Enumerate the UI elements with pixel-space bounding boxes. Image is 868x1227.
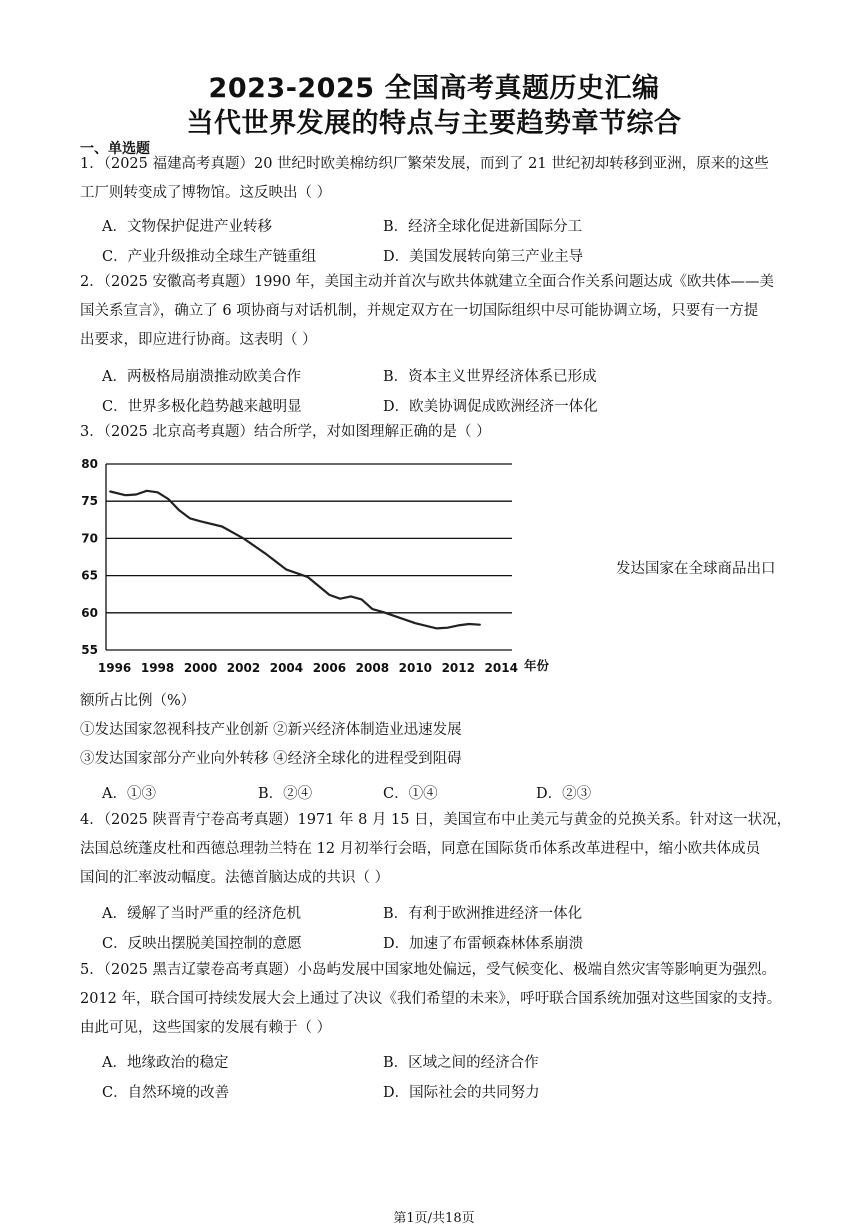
question-line: 国间的汇率波动幅度。法德首脑达成的共识（ ） bbox=[80, 870, 390, 886]
question-line: 1．（2025 福建高考真题）20 世纪时欧美棉纺织厂繁荣发展，而到了 21 世纪初却转移到亚洲，原来的这些 bbox=[80, 156, 769, 172]
y-tick-label: 80 bbox=[81, 457, 98, 471]
q2-option-d[interactable]: D．欧美协调促成欧洲经济一体化 bbox=[383, 399, 598, 415]
x-tick-label: 2004 bbox=[269, 661, 304, 675]
x-tick-label: 2006 bbox=[312, 661, 347, 675]
statement-line: ③发达国家部分产业向外转移 ④经济全球化的进程受到阻碍 bbox=[80, 751, 462, 767]
chart-caption-continued: 额所占比例（%） bbox=[80, 693, 196, 709]
q1-option-c[interactable]: C．产业升级推动全球生产链重组 bbox=[102, 249, 317, 265]
y-tick-label: 65 bbox=[81, 568, 98, 583]
q1-option-d[interactable]: D．美国发展转向第三产业主导 bbox=[383, 249, 584, 265]
x-tick-label: 1996 bbox=[97, 661, 132, 675]
question-line: 国关系宣言》，确立了 6 项协商与对话机制，并规定双方在一切国际组织中尽可能协调立场，只要有一方提 bbox=[80, 303, 759, 319]
export-share-line-chart bbox=[76, 452, 556, 680]
q4-option-b[interactable]: B．有利于欧洲推进经济一体化 bbox=[383, 906, 583, 922]
q5-option-b[interactable]: B．区域之间的经济合作 bbox=[383, 1055, 539, 1071]
question-line: 4．（2025 陕晋青宁卷高考真题）1971 年 8 月 15 日，美国宣布中止美元与黄金的兑换关系。针对这一状况， bbox=[80, 812, 792, 828]
question-line: 2012 年，联合国可持续发展大会上通过了决议《我们希望的未来》，呼吁联合国系统加强对这些国家的支持。 bbox=[80, 991, 782, 1007]
q4-option-c[interactable]: C．反映出摆脱美国控制的意愿 bbox=[102, 936, 302, 952]
question-line: 出要求，即应进行协商。这表明（ ） bbox=[80, 332, 317, 348]
x-tick-label: 1998 bbox=[140, 661, 175, 675]
question-1-text bbox=[80, 150, 769, 208]
question-line: 5．（2025 黑吉辽蒙卷高考真题）小岛屿发展中国家地处偏远，受气候变化、极端自然灾害等影响更为强烈。 bbox=[80, 962, 776, 978]
q4-option-d[interactable]: D．加速了布雷顿森林体系崩溃 bbox=[383, 936, 584, 952]
statement-line: ①发达国家忽视科技产业创新 ②新兴经济体制造业迅速发展 bbox=[80, 722, 462, 738]
q3-option-a[interactable]: A．①③ bbox=[102, 786, 156, 802]
x-axis-label: 年份 bbox=[524, 658, 550, 673]
question-3-text: 3．（2025 北京高考真题）结合所学，对如图理解正确的是（ ） bbox=[80, 424, 491, 440]
page-title-line1: 2023-2025 全国高考真题历史汇编 bbox=[208, 73, 660, 104]
y-tick-label: 75 bbox=[81, 494, 98, 509]
question-5-text bbox=[80, 956, 781, 1043]
q5-option-a[interactable]: A．地缘政治的稳定 bbox=[102, 1055, 229, 1071]
q2-option-b[interactable]: B．资本主义世界经济体系已形成 bbox=[383, 369, 597, 385]
section-heading: 一、单选题 bbox=[80, 141, 150, 157]
question-line: 由此可见，这些国家的发展有赖于（ ） bbox=[80, 1020, 332, 1036]
question-line: 2．（2025 安徽高考真题）1990 年，美国主动并首次与欧共体就建立全面合作关系问题达成《欧共体——美 bbox=[80, 274, 774, 290]
x-tick-label: 2012 bbox=[441, 661, 475, 675]
q4-option-a[interactable]: A．缓解了当时严重的经济危机 bbox=[102, 906, 301, 922]
q2-option-c[interactable]: C．世界多极化趋势越来越明显 bbox=[102, 399, 302, 415]
x-tick-label: 2002 bbox=[226, 661, 261, 675]
q3-option-b[interactable]: B．②④ bbox=[258, 786, 313, 802]
page-footer: 第1页/共18页 bbox=[393, 1211, 475, 1226]
y-tick-label: 70 bbox=[81, 531, 98, 546]
y-tick-label: 60 bbox=[81, 605, 98, 620]
q3-statements bbox=[80, 716, 462, 774]
y-tick-label: 55 bbox=[81, 643, 98, 657]
question-4-text bbox=[80, 806, 791, 893]
question-line: 工厂则转变成了博物馆。这反映出（ ） bbox=[80, 185, 332, 201]
x-tick-label: 2014 bbox=[484, 661, 518, 675]
x-tick-label: 2008 bbox=[355, 661, 390, 675]
q3-option-c[interactable]: C．①④ bbox=[383, 786, 438, 802]
question-2-text bbox=[80, 268, 774, 355]
q3-option-d[interactable]: D．②③ bbox=[536, 786, 592, 802]
q5-option-d[interactable]: D．国际社会的共同努力 bbox=[383, 1085, 540, 1101]
series-line bbox=[110, 491, 480, 629]
q5-option-c[interactable]: C．自然环境的改善 bbox=[102, 1085, 230, 1101]
q2-option-a[interactable]: A．两极格局崩溃推动欧美合作 bbox=[102, 369, 301, 385]
x-tick-label: 2010 bbox=[398, 661, 433, 675]
question-line: 法国总统蓬皮杜和西德总理勃兰特在 12 月初举行会晤，同意在国际货币体系改革进程中，缩小欧共体成员 bbox=[80, 841, 761, 857]
q1-option-a[interactable]: A．文物保护促进产业转移 bbox=[102, 219, 272, 235]
q1-option-b[interactable]: B．经济全球化促进新国际分工 bbox=[383, 219, 583, 235]
page-title-line2: 当代世界发展的特点与主要趋势章节综合 bbox=[186, 108, 682, 139]
chart-side-caption: 发达国家在全球商品出口 bbox=[616, 561, 776, 577]
x-tick-label: 2000 bbox=[183, 661, 218, 675]
